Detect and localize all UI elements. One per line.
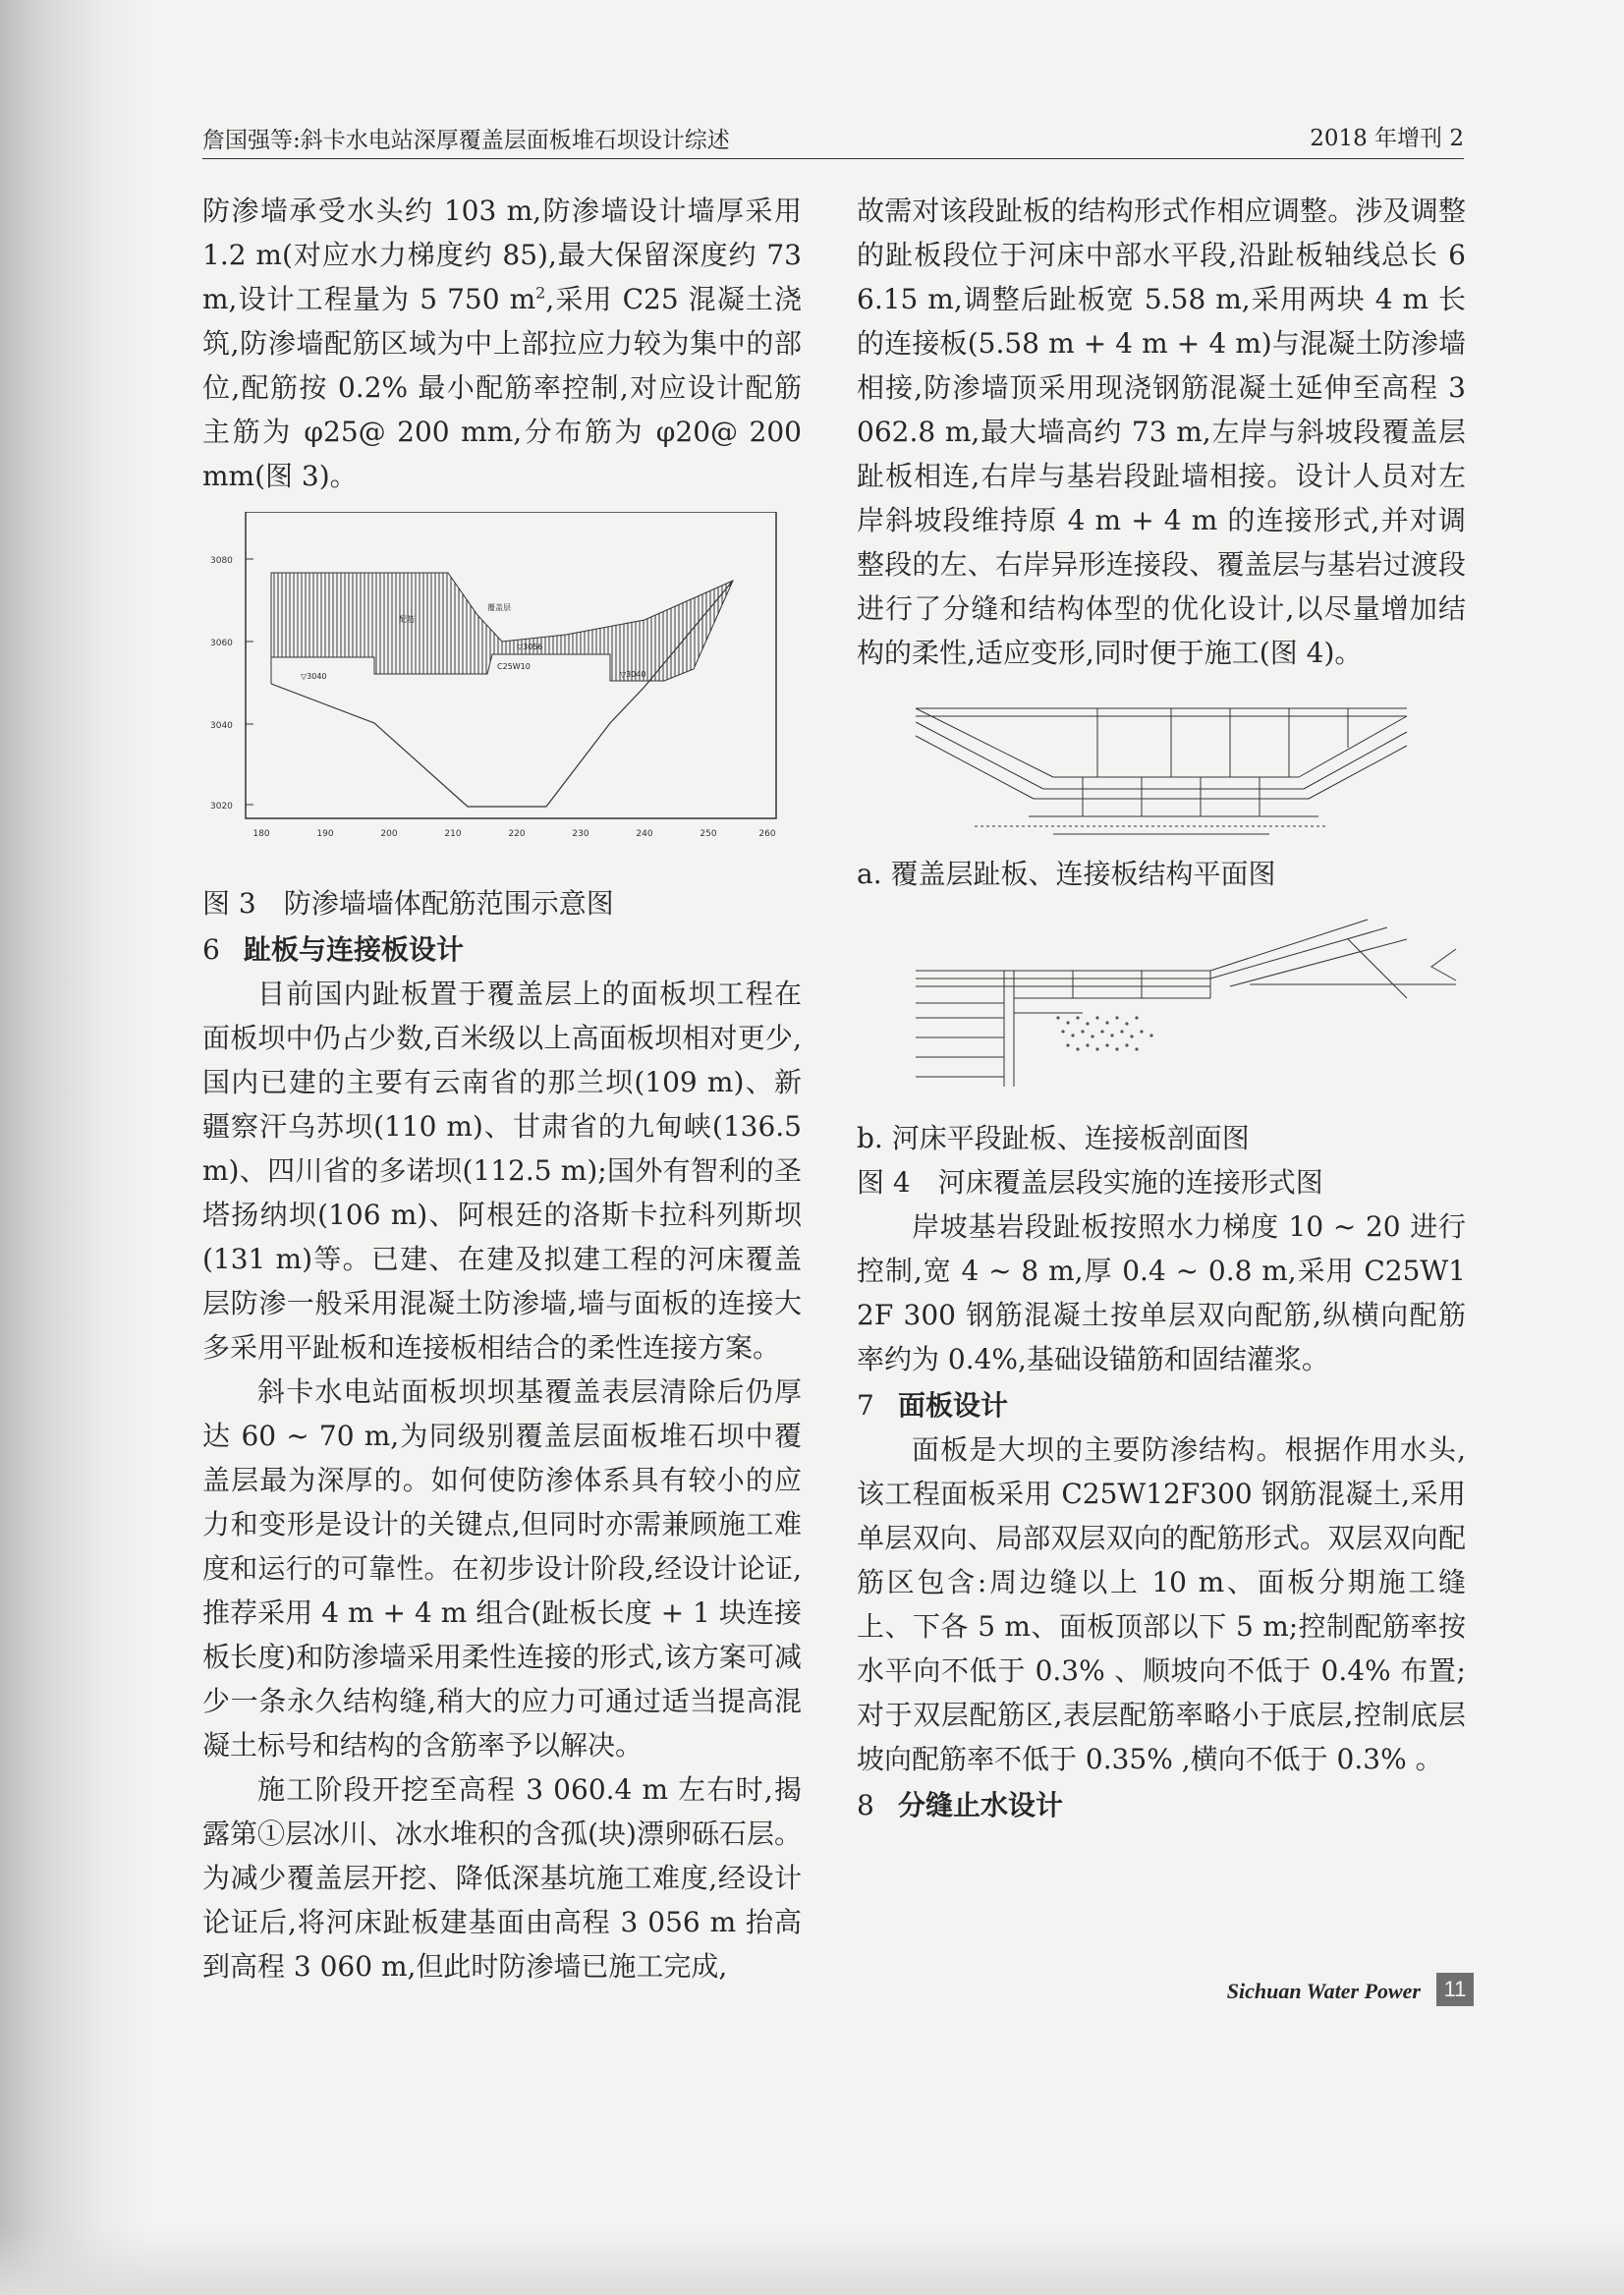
- paragraph: 故需对该段趾板的结构形式作相应调整。涉及调整的趾板段位于河床中部水平段,沿趾板轴线总长 66.15 m,调整后趾板宽 5.58 m,采用两块 4 m 长的连接板(5.58 m + 4 m + 4 m)与混凝土防渗墙相接,防渗墙顶采用现浇钢筋混凝土延伸至高程 3 062.8 m,最大墙高约 73 m,左岸与斜坡段覆盖层趾板相连,右岸与基岩段趾墙相接。设计人员对左岸斜坡段维持原 4 m + 4 m 的连接形式,并对调整段的左、右岸异形连接段、覆盖层与基岩过渡段进行了分缝和结构体型的优化设计,以尽量增加结构的柔性,适应变形,同时便于施工(图 4)。: [857, 195, 1466, 669]
- page-bottom-shadow: [0, 2226, 1624, 2295]
- section-6-heading: 6 趾板与连接板设计: [202, 933, 465, 966]
- y-tick-label: 3040: [210, 721, 233, 731]
- fig3-label-mid: ▽3056: [517, 643, 543, 651]
- left-column: [202, 189, 802, 1988]
- x-tick-label: 200: [380, 829, 398, 839]
- fig3-label-zone: 配筋: [399, 615, 415, 624]
- x-tick-label: 260: [758, 829, 776, 839]
- paragraph: 防渗墙承受水头约 103 m,防渗墙设计墙厚采用 1.2 m(对应水力梯度约 85),最大保留深度约 73 m,设计工程量为 5 750 $m^2$,采用 C25 混凝土浇筑,防渗墙配筋区域为中上部拉应力较为集中的部位,配筋按 0.2% 最小配筋率控制,对应设计配筋主筋为 φ25@ 200 mm,分布筋为 φ20@ 200 mm(图 3)。: [202, 195, 802, 492]
- paragraph: 岸坡基岩段趾板按照水力梯度 10 ~ 20 进行控制,宽 4 ~ 8 m,厚 0.4 ~ 0.8 m,采用 C25W12F 300 钢筋混凝土按单层双向配筋,纵横向配筋率约为 0.4%,基础设锚筋和固结灌浆。: [857, 1210, 1466, 1375]
- section-7-heading: 7 面板设计: [857, 1389, 1009, 1422]
- figure-3: [202, 512, 802, 925]
- paragraph: 目前国内趾板置于覆盖层上的面板坝工程在面板坝中仍占少数,百米级以上高面板坝相对更少,国内已建的主要有云南省的那兰坝(109 m)、新疆察汗乌苏坝(110 m)、甘肃省的九甸峡(136.5 m)、四川省的多诺坝(112.5 m);国外有智利的圣塔扬纳坝(106 m)、阿根廷的洛斯卡拉科列斯坝(131 m)等。已建、在建及拟建工程的河床覆盖层防渗一般采用混凝土防渗墙,墙与面板的连接大多采用平趾板和连接板相结合的柔性连接方案。: [202, 978, 802, 1364]
- paragraph: 斜卡水电站面板坝坝基覆盖表层清除后仍厚达 60 ~ 70 m,为同级别覆盖层面板堆石坝中覆盖层最为深厚的。如何使防渗体系具有较小的应力和变形是设计的关键点,但同时亦需兼顾施工难度和运行的可靠性。在初步设计阶段,经设计论证,推荐采用 4 m + 4 m 组合(趾板长度 + 1 块连接板长度)和防渗墙采用柔性连接的形式,该方案可减少一条永久结构缝,稍大的应力可通过适当提高混凝土标号和结构的含筋率予以解决。: [202, 1375, 802, 1762]
- y-tick-label: 3080: [210, 556, 233, 566]
- paragraph: 施工阶段开挖至高程 3 060.4 m 左右时,揭露第①层冰川、冰水堆积的含孤(块)漂卵砾石层。为减少覆盖层开挖、降低深基坑施工难度,经设计论证后,将河床趾板建基面由高程 3 056 m 抬高到高程 3 060 m,但此时防渗墙已施工完成,: [202, 1773, 802, 1983]
- running-title: 詹国强等:斜卡水电站深厚覆盖层面板堆石坝设计综述: [202, 128, 730, 153]
- paragraph: 面板是大坝的主要防渗结构。根据作用水头,该工程面板采用 C25W12F300 钢筋混凝土,采用单层双向、局部双层双向的配筋形式。双层双向配筋区包含:周边缝以上 10 m、面板分期施工缝上、下各 5 m、面板顶部以下 5 m;控制配筋率按水平向不低于 0.3% 、顺坡向不低于 0.4% 布置;对于双层配筋区,表层配筋率略小于底层,控制底层坡向配筋率不低于 0.35% ,横向不低于 0.3% 。: [857, 1433, 1466, 1775]
- page-number: 11: [1436, 1973, 1474, 2006]
- x-tick-label: 250: [700, 829, 717, 839]
- fig3-label-right: ▽3040: [620, 670, 646, 679]
- figure-3-drawing: [202, 512, 792, 875]
- x-tick-label: 190: [316, 829, 334, 839]
- figure-4a-caption: a. 覆盖层趾板、连接板结构平面图: [857, 858, 1276, 890]
- figure-4b-drawing: [857, 910, 1466, 1096]
- figure-3-caption: 图 3 防渗墙墙体配筋范围示意图: [202, 887, 614, 920]
- figure-4-caption: 图 4 河床覆盖层段实施的连接形式图: [857, 1166, 1323, 1199]
- journal-name: Sichuan Water Power: [1226, 1979, 1421, 2003]
- x-tick-label: 240: [636, 829, 653, 839]
- y-tick-label: 3020: [210, 802, 233, 812]
- figure-4b-caption: b. 河床平段趾板、连接板剖面图: [857, 1122, 1250, 1154]
- page-footer: [1140, 1971, 1474, 2010]
- figure-4a: [857, 689, 1466, 896]
- page-gutter-shadow: [0, 0, 147, 2295]
- fig3-label-top: 覆盖层: [487, 603, 511, 612]
- fig3-label-bottom: C25W10: [497, 662, 531, 671]
- figure-4a-drawing: [857, 689, 1466, 846]
- y-tick-label: 3060: [210, 639, 233, 648]
- x-tick-label: 220: [508, 829, 526, 839]
- x-tick-label: 180: [252, 829, 270, 839]
- page-header: [202, 110, 1464, 159]
- section-8-heading: 8 分缝止水设计: [857, 1789, 1064, 1821]
- figure-4b: [857, 910, 1466, 1204]
- issue-label: 2018 年增刊 2: [1310, 126, 1464, 151]
- fig3-label-left: ▽3040: [301, 672, 327, 681]
- header-rule: [202, 158, 1464, 159]
- x-tick-label: 210: [444, 829, 462, 839]
- right-column: [857, 189, 1466, 1827]
- x-tick-label: 230: [572, 829, 589, 839]
